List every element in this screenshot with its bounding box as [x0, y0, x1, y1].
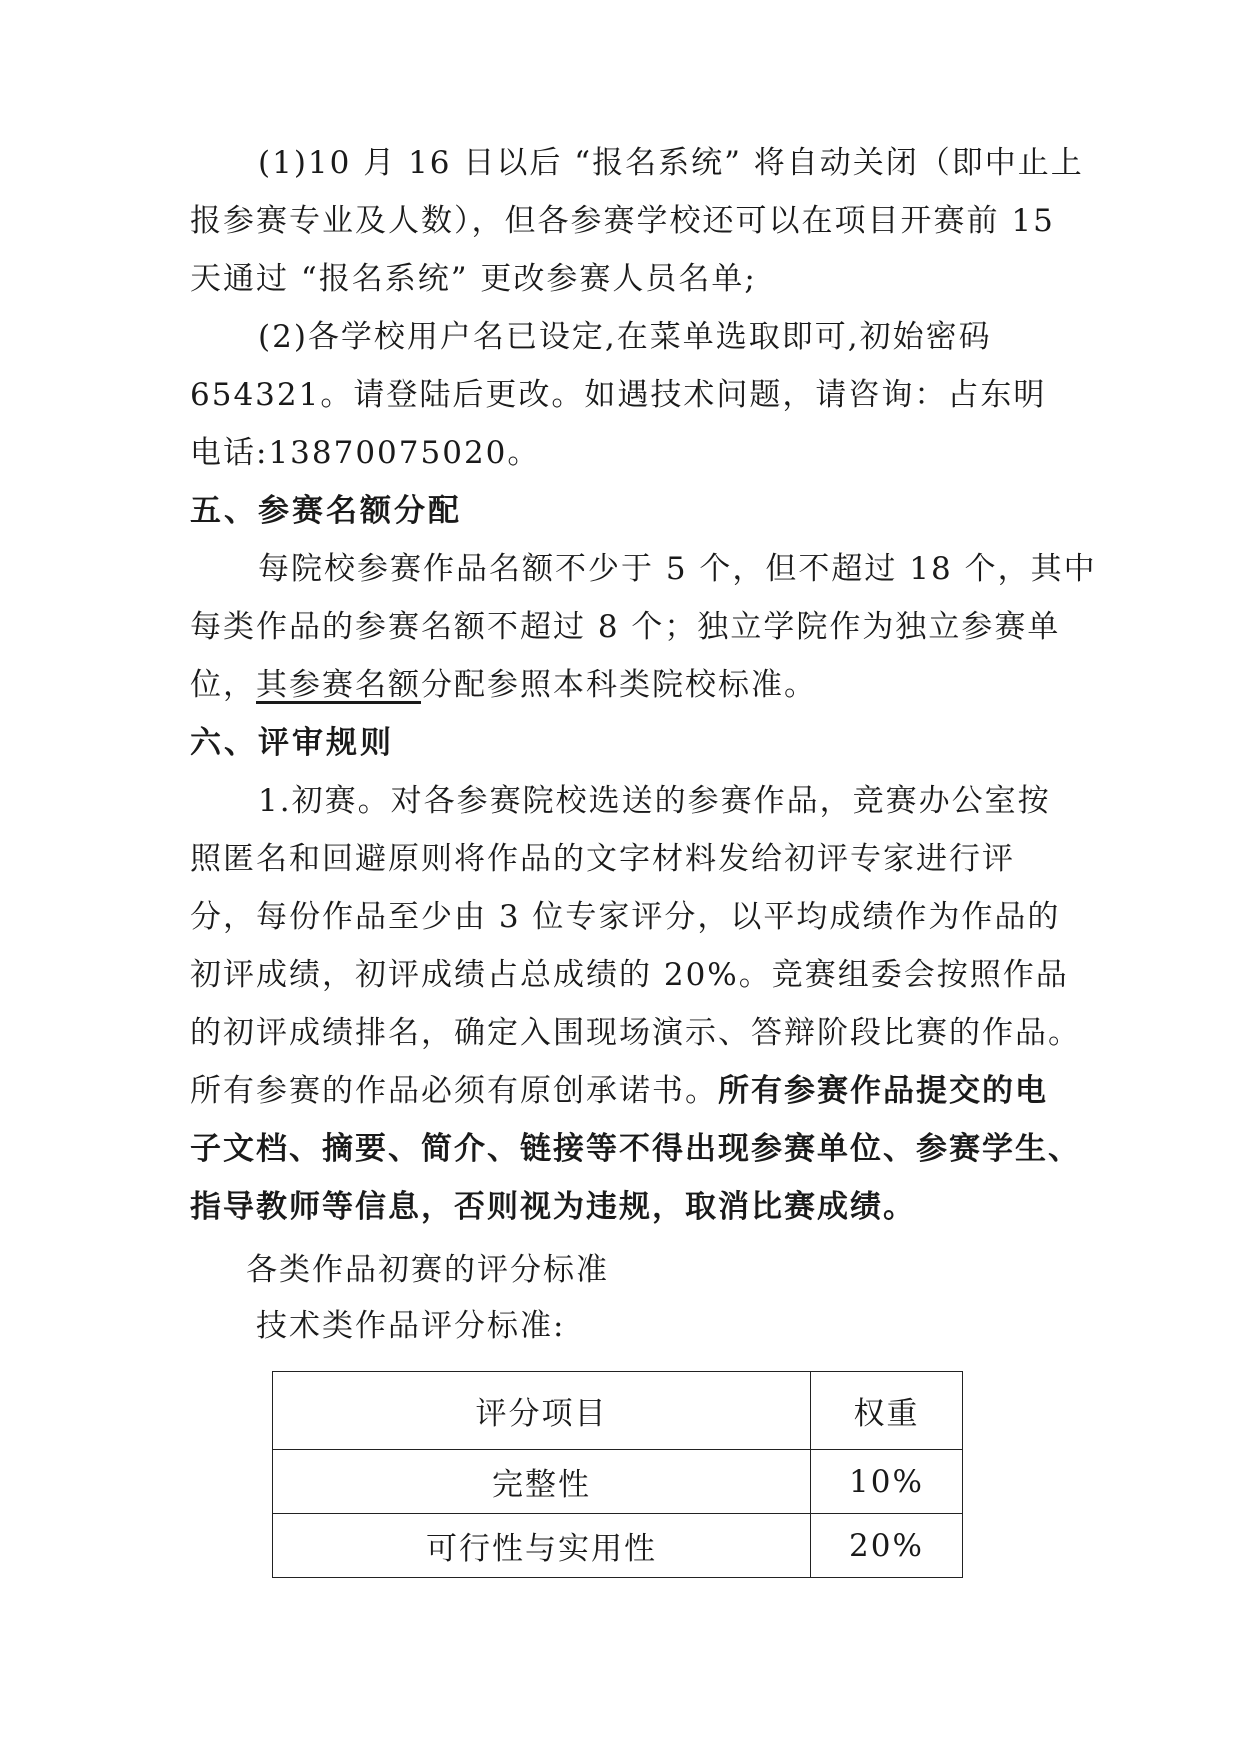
paragraph-line: 每院校参赛作品名额不少于 5 个，但不超过 18 个，其中 — [258, 551, 1097, 587]
bold-text: 所有参赛作品提交的电 — [718, 1073, 1048, 1109]
header-weight: 权重 — [811, 1372, 963, 1450]
table-row — [273, 1514, 963, 1578]
standard-title: 各类作品初赛的评分标准 — [246, 1252, 609, 1288]
tech-standard-title: 技术类作品评分标准: — [256, 1308, 566, 1344]
paragraph-line: 的初评成绩排名，确定入围现场演示、答辩阶段比赛的作品。 — [190, 1015, 1081, 1051]
paragraph-line — [190, 1071, 1048, 1111]
bold-line: 子文档、摘要、简介、链接等不得出现参赛单位、参赛学生、 — [190, 1131, 1081, 1167]
header-item: 评分项目 — [273, 1372, 811, 1450]
paragraph-line: 电话:13870075020。 — [190, 435, 541, 471]
section-heading: 六、评审规则 — [190, 725, 394, 761]
text-span: 所有参赛的作品必须有原创承诺书。 — [190, 1073, 718, 1109]
text-span: 位， — [190, 667, 256, 703]
section-heading: 五、参赛名额分配 — [190, 493, 462, 529]
paragraph-line: (1)10 月 16 日以后 “报名系统” 将自动关闭（即中止上 — [258, 145, 1084, 181]
paragraph-line: 654321。请登陆后更改。如遇技术问题，请咨询：占东明 — [190, 377, 1047, 413]
paragraph-line: (2)各学校用户名已设定,在菜单选取即可,初始密码 — [258, 319, 992, 355]
paragraph-line: 天通过 “报名系统” 更改参赛人员名单; — [190, 261, 757, 297]
paragraph-line: 照匿名和回避原则将作品的文字材料发给初评专家进行评 — [190, 841, 1015, 877]
cell-weight: 20% — [811, 1514, 963, 1578]
cell-item: 可行性与实用性 — [273, 1514, 811, 1578]
paragraph-line: 分，每份作品至少由 3 位专家评分，以平均成绩作为作品的 — [190, 899, 1061, 935]
table-row — [273, 1450, 963, 1514]
cell-weight: 10% — [811, 1450, 963, 1514]
paragraph-line: 报参赛专业及人数），但各参赛学校还可以在项目开赛前 15 — [190, 203, 1055, 239]
paragraph-line: 1.初赛。对各参赛院校选送的参赛作品，竞赛办公室按 — [258, 783, 1051, 819]
cell-item: 完整性 — [273, 1450, 811, 1514]
paragraph-line: 初评成绩，初评成绩占总成绩的 20%。竞赛组委会按照作品 — [190, 957, 1069, 993]
paragraph-line — [190, 665, 817, 705]
paragraph-line: 每类作品的参赛名额不超过 8 个；独立学院作为独立参赛单 — [190, 609, 1061, 645]
score-table — [272, 1371, 963, 1578]
underlined-text: 其参赛名额 — [256, 667, 421, 703]
text-span: 分配参照本科类院校标准。 — [421, 667, 817, 703]
bold-line: 指导教师等信息，否则视为违规，取消比赛成绩。 — [190, 1189, 916, 1225]
table-header-row — [273, 1372, 963, 1450]
